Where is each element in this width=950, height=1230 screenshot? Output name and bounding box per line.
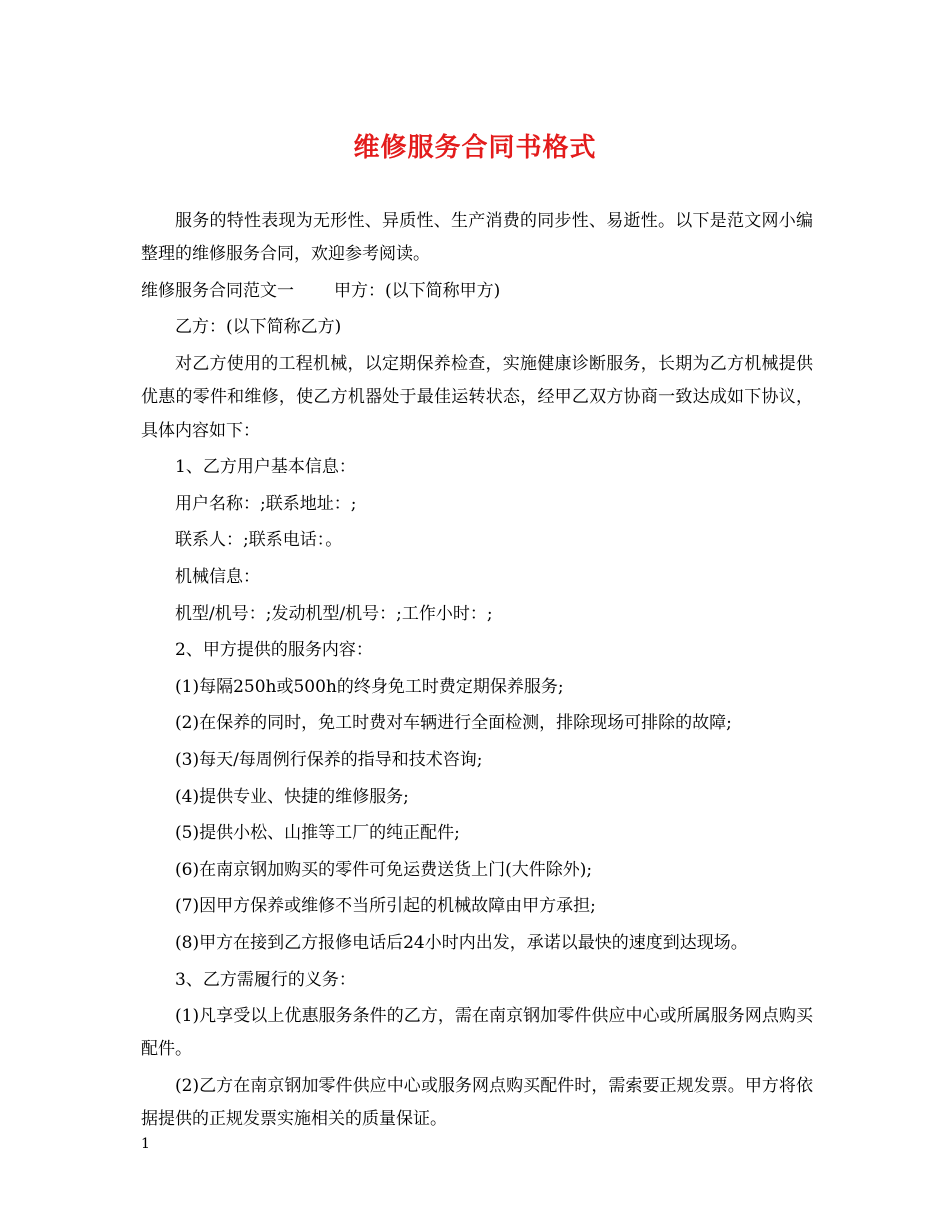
paragraph-intro: 服务的特性表现为无形性、异质性、生产消费的同步性、易逝性。以下是范文网小编整理的维修服务合同，欢迎参考阅读。 — [141, 211, 813, 265]
service-item-6: (6)在南京钢加购买的零件可免运费送货上门(大件除外); — [175, 859, 593, 880]
service-item-1: (1)每隔250h或500h的终身免工时费定期保养服务; — [175, 676, 564, 697]
section-1-heading: 1、乙方用户基本信息： — [175, 457, 356, 478]
obligation-item-2: (2)乙方在南京钢加零件供应中心或服务网点购买配件时，需索要正规发票。甲方将依据提供的正规发票实施相关的质量保证。 — [141, 1076, 813, 1130]
document-body — [141, 205, 813, 1140]
party-a-label: 甲方：(以下简称甲方) — [334, 280, 501, 301]
obligation-item-1: (1)凡享受以上优惠服务条件的乙方，需在南京钢加零件供应中心或所属服务网点购买配件。 — [141, 1006, 813, 1060]
paragraph-machine-info: 机械信息： — [175, 567, 260, 588]
paragraph-agreement: 对乙方使用的工程机械，以定期保养检查，实施健康诊断服务，长期为乙方机械提供优惠的零件和维修，使乙方机器处于最佳运转状态，经甲乙双方协商一致达成如下协议，具体内容如下： — [141, 354, 813, 441]
service-item-2: (2)在保养的同时，免工时费对车辆进行全面检测，排除现场可排除的故障; — [175, 713, 732, 734]
service-item-5: (5)提供小松、山推等工厂的纯正配件; — [175, 823, 460, 844]
paragraph-model: 机型/机号：;发动机型/机号：;工作小时：; — [175, 603, 493, 624]
service-item-7: (7)因甲方保养或维修不当所引起的机械故障由甲方承担; — [175, 896, 596, 917]
service-item-3: (3)每天/每周例行保养的指导和技术咨询; — [175, 750, 483, 771]
section-2-heading: 2、甲方提供的服务内容： — [175, 640, 373, 661]
contract-sample-label: 维修服务合同范文一 — [141, 280, 294, 301]
paragraph-contact: 联系人：;联系电话：。 — [175, 530, 343, 551]
paragraph-user-name: 用户名称：;联系地址：; — [175, 493, 357, 514]
paragraph-party-b: 乙方：(以下简称乙方) — [175, 317, 342, 338]
page-number: 1 — [141, 1136, 150, 1152]
paragraph-contract-heading — [141, 275, 813, 308]
document-title: 维修服务合同书格式 — [353, 133, 597, 163]
service-item-4: (4)提供专业、快捷的维修服务; — [175, 786, 409, 807]
service-item-8: (8)甲方在接到乙方报修电话后24小时内出发，承诺以最快的速度到达现场。 — [175, 932, 748, 953]
section-3-heading: 3、乙方需履行的义务： — [175, 969, 356, 990]
